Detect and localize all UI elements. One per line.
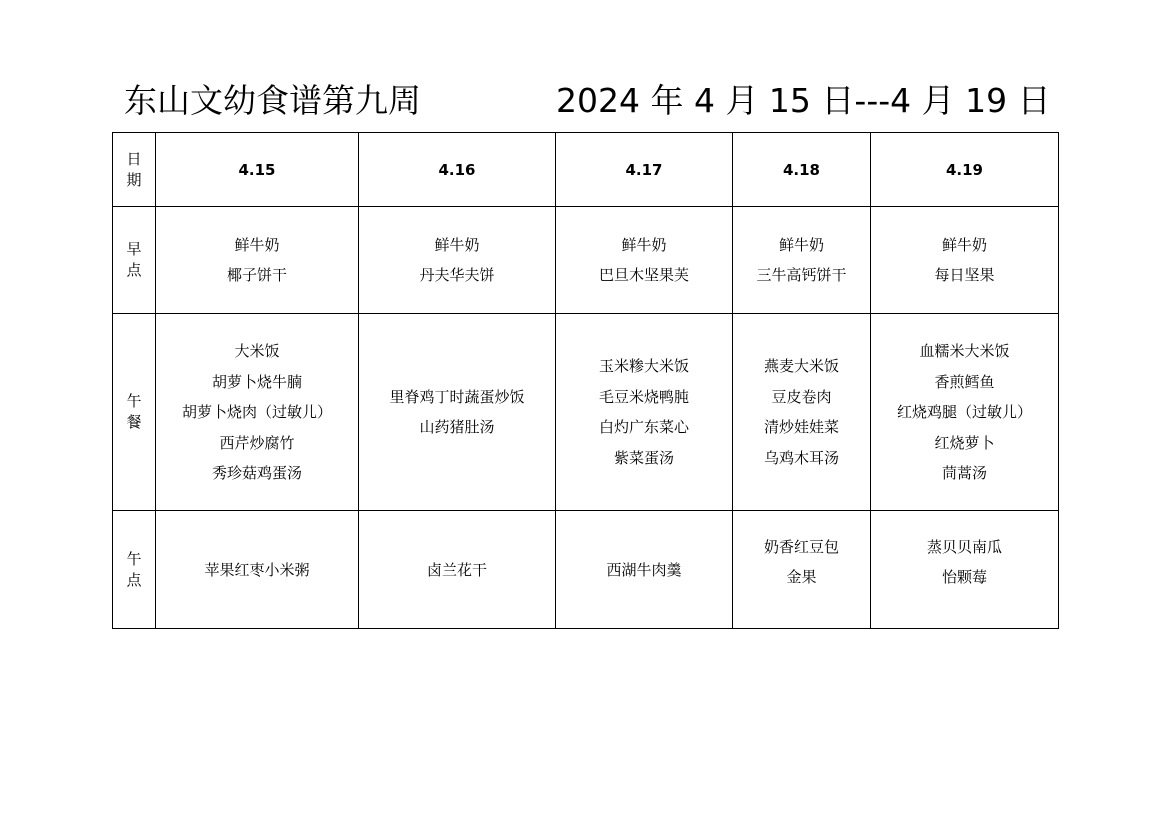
date-range: 2024 年 4 月 15 日---4 月 19 日 (556, 81, 1051, 120)
date-cell-4-17: 4.17 (556, 133, 733, 207)
menu-item: 西湖牛肉羹 (606, 560, 682, 579)
breakfast-cell (733, 207, 871, 314)
breakfast-cell (556, 207, 733, 314)
menu-item: 卤兰花干 (426, 560, 487, 579)
breakfast-row (113, 207, 1059, 314)
lunch-cell (156, 314, 359, 511)
menu-item: 紫菜蛋汤 (613, 448, 674, 467)
menu-item: 鲜牛奶 (621, 235, 667, 254)
label-char: 日 (126, 149, 142, 168)
menu-item: 每日坚果 (934, 266, 995, 285)
label-char: 点 (126, 570, 142, 589)
menu-item: 鲜牛奶 (434, 235, 480, 254)
breakfast-row-label (113, 207, 156, 314)
menu-item: 鲜牛奶 (778, 235, 824, 254)
lunch-row (113, 314, 1059, 511)
menu-table (112, 132, 1059, 629)
menu-item: 茼蒿汤 (941, 464, 987, 482)
date-cell-4-15: 4.15 (156, 133, 359, 207)
lunch-row-label (113, 314, 156, 511)
snack-cell (871, 511, 1059, 629)
menu-item: 香煎鳕鱼 (934, 372, 995, 391)
label-char: 午 (126, 392, 142, 410)
label-char: 点 (126, 261, 142, 279)
breakfast-cell (156, 207, 359, 314)
menu-item: 西芹炒腐竹 (219, 433, 295, 452)
page-title: 东山文幼食谱第九周 (124, 81, 421, 120)
label-char: 期 (126, 170, 142, 189)
menu-item: 白灼广东菜心 (598, 418, 689, 437)
menu-item: 奶香红豆包 (763, 537, 839, 556)
date-row-label (113, 133, 156, 207)
date-row (113, 133, 1059, 207)
lunch-cell (359, 314, 556, 511)
menu-item: 血糯米大米饭 (919, 342, 1010, 360)
menu-item: 清炒娃娃菜 (763, 418, 839, 437)
menu-item: 怡颗莓 (941, 568, 987, 586)
menu-item: 三牛高钙饼干 (756, 266, 847, 285)
menu-item: 乌鸡木耳汤 (763, 448, 839, 467)
label-char: 午 (126, 549, 142, 568)
menu-item: 毛豆米烧鸭肫 (598, 387, 689, 406)
menu-item: 燕麦大米饭 (763, 357, 839, 376)
snack-row-label (113, 511, 156, 629)
lunch-cell (733, 314, 871, 511)
date-cell-4-19: 4.19 (871, 133, 1059, 207)
menu-item: 玉米糁大米饭 (598, 357, 689, 376)
menu-item: 山药猪肚汤 (419, 418, 495, 437)
lunch-cell (871, 314, 1059, 511)
snack-cell (733, 511, 871, 629)
label-char: 餐 (126, 413, 142, 431)
menu-item: 大米饭 (234, 342, 280, 360)
menu-item: 苹果红枣小米粥 (204, 560, 310, 579)
label-char: 早 (126, 240, 142, 258)
menu-item: 椰子饼干 (226, 266, 287, 285)
menu-item: 鲜牛奶 (234, 235, 280, 254)
menu-item: 红烧鸡腿（过敏儿） (896, 403, 1032, 421)
menu-item: 红烧萝卜 (934, 433, 995, 452)
snack-cell (556, 511, 733, 629)
snack-cell (156, 511, 359, 629)
snack-row (113, 511, 1059, 629)
date-cell-4-18: 4.18 (733, 133, 871, 207)
menu-item: 秀珍菇鸡蛋汤 (211, 464, 302, 482)
menu-item: 丹夫华夫饼 (419, 266, 495, 285)
menu-item: 胡萝卜烧牛腩 (211, 372, 302, 391)
menu-item: 鲜牛奶 (941, 235, 987, 254)
breakfast-cell (359, 207, 556, 314)
lunch-cell (556, 314, 733, 511)
menu-item: 胡萝卜烧肉（过敏儿） (181, 403, 332, 421)
snack-cell (359, 511, 556, 629)
menu-item: 里脊鸡丁时蔬蛋炒饭 (389, 387, 525, 406)
menu-item: 巴旦木坚果芙 (598, 266, 689, 285)
breakfast-cell (871, 207, 1059, 314)
menu-item: 蒸贝贝南瓜 (926, 537, 1002, 556)
menu-item: 豆皮卷肉 (771, 387, 832, 406)
menu-item: 金果 (786, 568, 817, 586)
date-cell-4-16: 4.16 (359, 133, 556, 207)
